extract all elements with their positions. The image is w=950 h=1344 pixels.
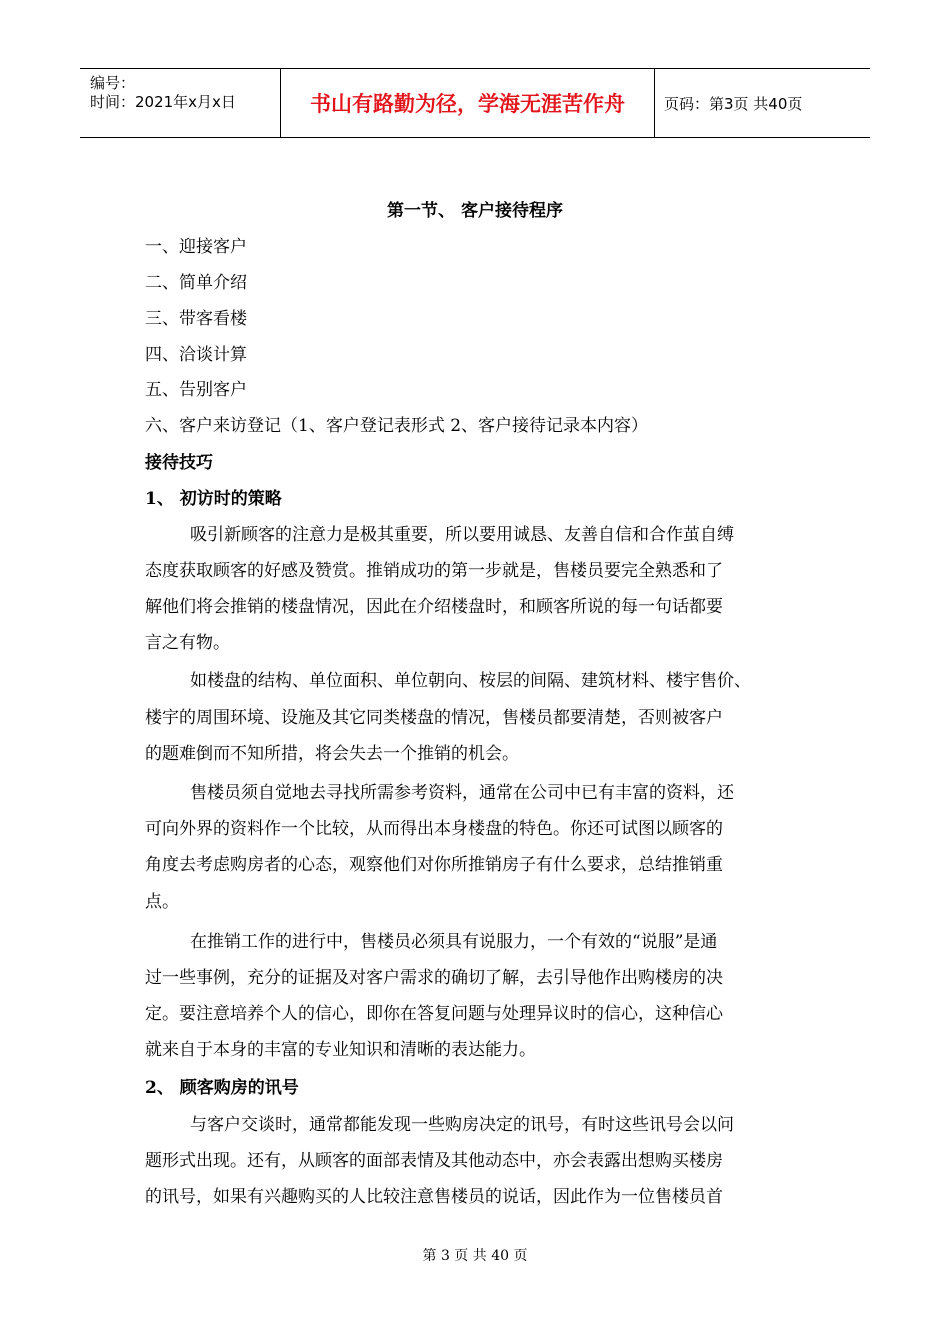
date-line: 时间：2021年x月x日 [90,93,236,111]
step-item: 五、告别客户 [145,380,247,400]
paragraph-line: 在推销工作的进行中，售楼员必须具有说服力，一个有效的“说服”是通 [190,932,718,952]
paragraph-line: 定。要注意培养个人的信心，即你在答复问题与处理异议时的信心，这种信心 [145,1004,723,1024]
paragraph-line: 售楼员须自觉地去寻找所需参考资料，通常在公司中已有丰富的资料，还 [190,783,734,803]
paragraph-line: 吸引新顾客的注意力是极其重要，所以要用诚恳、友善自信和合作茧自缚 [190,525,734,545]
paragraph-line: 的讯号，如果有兴趣购买的人比较注意售楼员的说话，因此作为一位售楼员首 [145,1187,723,1207]
step-item: 三、带客看楼 [145,309,247,329]
paragraph-line: 言之有物。 [145,633,230,653]
step-item: 六、客户来访登记（1、客户登记表形式 2、客户接待记录本内容） [145,416,649,436]
paragraph-line: 可向外界的资料作一个比较，从而得出本身楼盘的特色。你还可试图以顾客的 [145,819,723,839]
paragraph-line: 态度获取顾客的好感及赞赏。推销成功的第一步就是，售楼员要完全熟悉和了 [145,561,723,581]
paragraph-line: 的题难倒而不知所措，将会失去一个推销的机会。 [145,744,519,764]
paragraph-line: 如楼盘的结构、单位面积、单位朝向、桉层的间隔、建筑材料、楼宇售价、 [190,671,751,691]
paragraph-line: 与客户交谈时，通常都能发现一些购房决定的讯号，有时这些讯号会以问 [190,1115,734,1135]
paragraph-line: 题形式出现。还有，从顾客的面部表情及其他动态中，亦会表露出想购买楼房 [145,1151,723,1171]
paragraph-line: 角度去考虑购房者的心态，观察他们对你所推销房子有什么要求，总结推销重 [145,855,723,875]
step-item: 二、简单介绍 [145,273,247,293]
step-item: 四、洽谈计算 [145,345,247,365]
header-meta [80,69,280,137]
paragraph-line: 就来自于本身的丰富的专业知识和清晰的表达能力。 [145,1040,536,1060]
paragraph-line: 点。 [145,892,179,912]
section-title: 第一节、 客户接待程序 [387,201,563,221]
section1-heading: 1、 初访时的策略 [145,489,282,509]
page-header [80,68,870,138]
header-motto: 书山有路勤为径，学海无涯苦作舟 [280,69,655,137]
step-item: 一、迎接客户 [145,237,247,257]
number-label: 编号： [90,74,136,92]
paragraph-line: 楼宇的周围环境、设施及其它同类楼盘的情况，售楼员都要清楚，否则被客户 [145,708,723,728]
section2-heading: 2、 顾客购房的讯号 [145,1078,299,1098]
techniques-heading: 接待技巧 [145,453,213,473]
paragraph-line: 解他们将会推销的楼盘情况，因此在介绍楼盘时，和顾客所说的每一句话都要 [145,597,723,617]
page-footer: 第 3 页 共 40 页 [422,1248,528,1264]
paragraph-line: 过一些事例，充分的证据及对客户需求的确切了解，去引导他作出购楼房的决 [145,968,723,988]
header-page-info: 页码：第3页 共40页 [664,94,803,113]
